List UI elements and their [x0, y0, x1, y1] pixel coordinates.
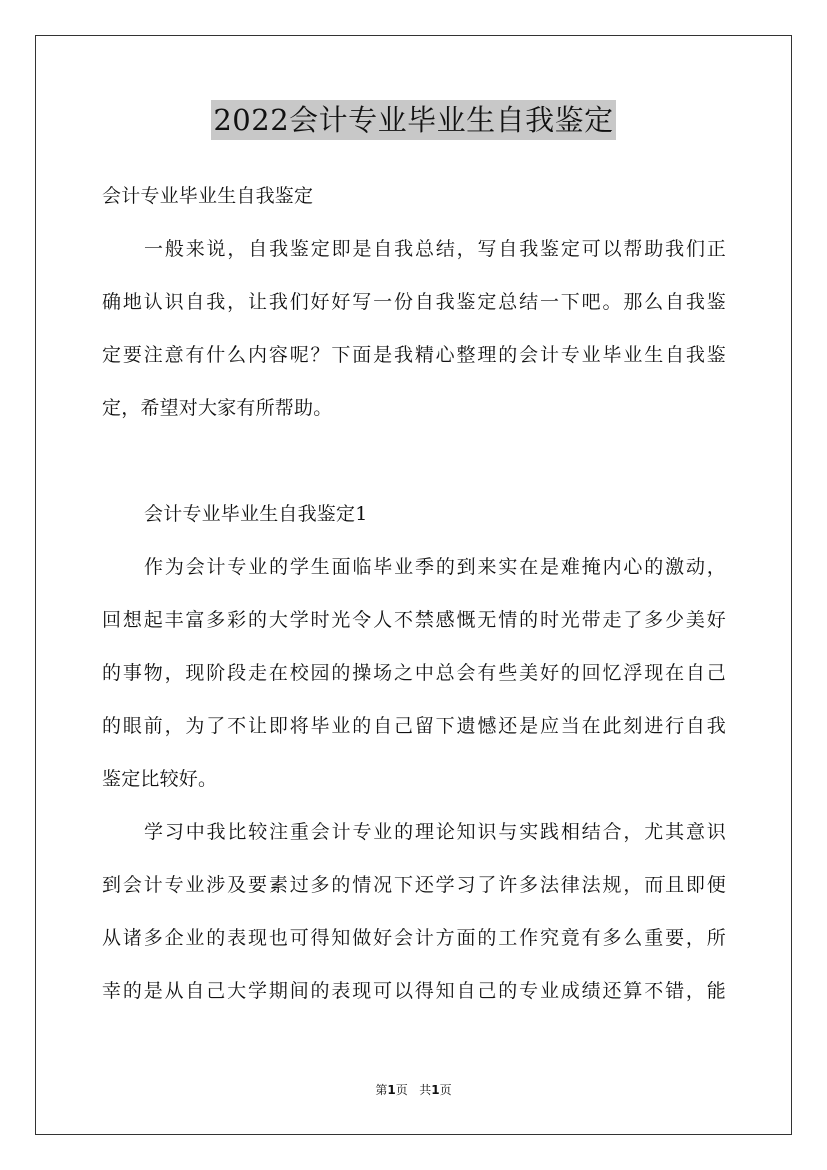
- text-line: 的眼前，为了不让即将毕业的自己留下遗憾还是应当在此刻进行自我: [102, 715, 726, 737]
- subtitle: 会计专业毕业生自我鉴定: [102, 185, 314, 207]
- text-line: 到会计专业涉及要素过多的情况下还学习了许多法律法规，而且即便: [102, 874, 726, 896]
- intro-paragraph: [102, 223, 726, 435]
- text-line: 鉴定比较好。: [102, 768, 218, 790]
- page-prefix: 第: [375, 1083, 388, 1097]
- text-line: 学习中我比较注重会计专业的理论知识与实践相结合，尤其意识: [144, 821, 726, 843]
- text-line: 确地认识自我，让我们好好写一份自我鉴定总结一下吧。那么自我鉴: [102, 291, 726, 313]
- text-line: 一般来说，自我鉴定即是自我总结，写自我鉴定可以帮助我们正: [144, 238, 726, 260]
- page-suffix: 页: [395, 1083, 408, 1097]
- document-body: [102, 170, 726, 1018]
- text-line: 从诸多企业的表现也可得知做好会计方面的工作究竟有多么重要，所: [102, 927, 726, 949]
- section-heading: 会计专业毕业生自我鉴定1: [144, 503, 368, 525]
- title-container: [0, 100, 827, 140]
- total-pages: 1: [431, 1083, 440, 1097]
- page-footer: [0, 1082, 827, 1098]
- text-line: 定，希望对大家有所帮助。: [102, 397, 333, 419]
- paragraph-2: [102, 806, 726, 1018]
- total-prefix: 共: [419, 1083, 432, 1097]
- document-title: 2022会计专业毕业生自我鉴定: [211, 100, 615, 140]
- total-suffix: 页: [439, 1083, 452, 1097]
- text-line: 回想起丰富多彩的大学时光令人不禁感慨无情的时光带走了多少美好: [102, 609, 726, 631]
- page-number: 1: [387, 1083, 396, 1097]
- text-line: 的事物，现阶段走在校园的操场之中总会有些美好的回忆浮现在自己: [102, 662, 726, 684]
- blank-line: [102, 435, 726, 488]
- text-line: 幸的是从自己大学期间的表现可以得知自己的专业成绩还算不错，能: [102, 980, 726, 1002]
- text-line: 作为会计专业的学生面临毕业季的到来实在是难掩内心的激动，: [144, 556, 726, 578]
- text-line: 定要注意有什么内容呢？下面是我精心整理的会计专业毕业生自我鉴: [102, 344, 726, 366]
- paragraph-1: [102, 541, 726, 806]
